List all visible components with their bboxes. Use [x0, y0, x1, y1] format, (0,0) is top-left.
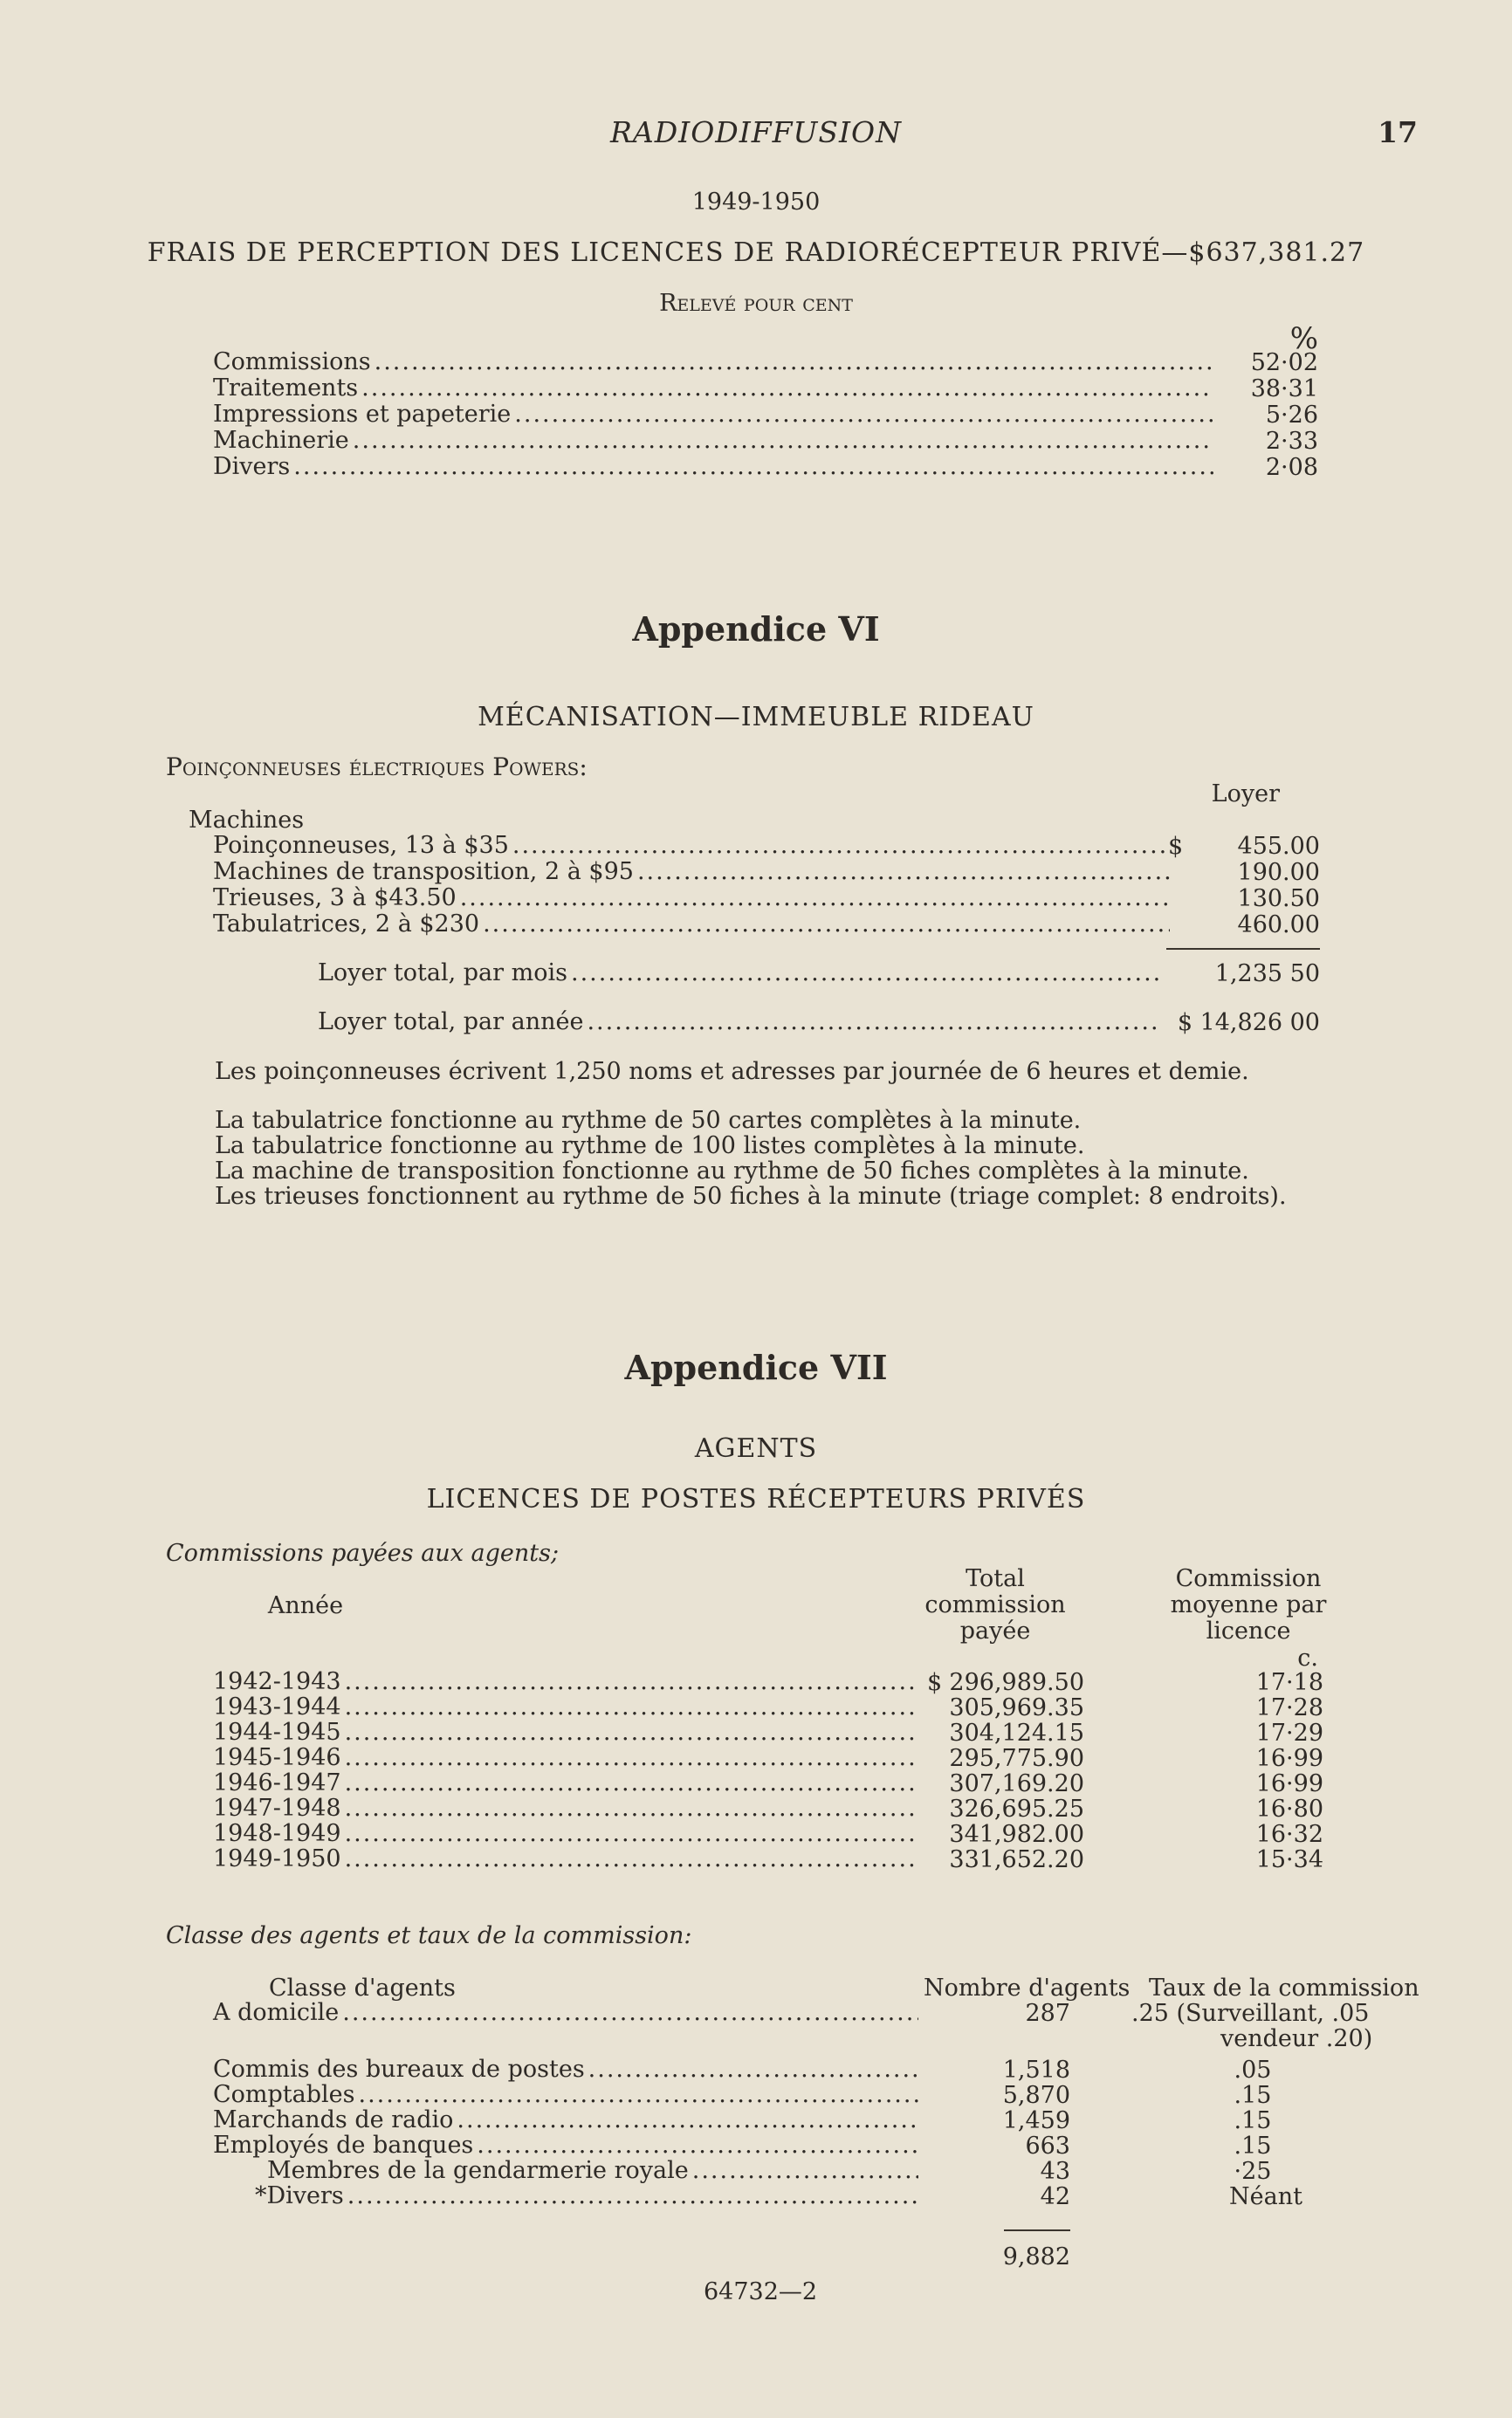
table-row: 1942-1943 .....	[213, 1669, 922, 1695]
total-month-value: 1,235 50	[1214, 960, 1320, 987]
table-row: Membres de la gendarmerie royale .....	[267, 2158, 922, 2184]
table-cell: 341,982.00	[949, 1821, 1084, 1848]
table-row: Machines de transposition, 2 à $95 .....	[213, 859, 1173, 885]
sum-rule	[1166, 948, 1320, 950]
list-item-value: 5·26	[1265, 402, 1318, 429]
currency-sign: $	[927, 1669, 943, 1696]
list-item-value: 38·31	[1250, 375, 1318, 402]
table-cell: 17·18	[1255, 1669, 1323, 1696]
table-cell: Néant	[1229, 2183, 1302, 2210]
table-cell: 17·29	[1255, 1720, 1323, 1747]
table-cell: .15	[1234, 2133, 1272, 2160]
table-row: 1947-1948 .....	[213, 1796, 922, 1822]
table-cell: 331,652.20	[949, 1846, 1084, 1873]
column-header-total: Total commission payée	[924, 1565, 1066, 1645]
table-row: 1944-1945 .....	[213, 1720, 922, 1746]
list-item: Divers .....	[213, 454, 1217, 480]
table-row: Trieuses, 3 à $43.50 .....	[213, 885, 1173, 911]
note-text: La machine de transposition fonctionne au rythme de 50 fiches complètes à la minute.	[215, 1157, 1249, 1185]
table-cell: .15	[1234, 2082, 1272, 2109]
table-cell: .15	[1234, 2107, 1272, 2134]
table-cell: 663	[1025, 2133, 1070, 2160]
table-row: Marchands de radio .....	[213, 2107, 922, 2133]
table-cell: 16·99	[1255, 1745, 1323, 1772]
commissions-label: Commissions payées aux agents;	[166, 1540, 560, 1567]
list-item: Commissions .....	[213, 349, 1217, 375]
table-row: A domicile .....	[213, 2000, 922, 2026]
table-row: 1945-1946 .....	[213, 1745, 922, 1771]
table-row: 1948-1949 .....	[213, 1821, 922, 1847]
list-item-value: 2·08	[1265, 454, 1318, 481]
table-cell: 17·28	[1255, 1694, 1323, 1721]
table-row: Employés de banques .....	[213, 2133, 922, 2159]
note-text: La tabulatrice fonctionne au rythme de 50 cartes complètes à la minute.	[215, 1107, 1082, 1134]
total-year-value: $ 14,826 00	[1177, 1009, 1320, 1036]
table-cell: 130.50	[1237, 885, 1320, 912]
column-header-count: Nombre d'agents	[924, 1975, 1131, 2002]
table-cell: 5,870	[1002, 2082, 1070, 2109]
table-cell: 16·32	[1255, 1821, 1323, 1848]
sum-rule	[1004, 2229, 1070, 2231]
appendix-heading: Appendice VI	[632, 609, 880, 649]
table-cell: 460.00	[1237, 911, 1320, 938]
note-text: La tabulatrice fonctionne au rythme de 100 listes complètes à la minute.	[215, 1132, 1085, 1159]
table-row: 1943-1944 .....	[213, 1694, 922, 1721]
table-cell: .25 (Surveillant, .05	[1131, 2000, 1370, 2027]
footer-code: 64732—2	[704, 2278, 818, 2305]
table-cell: 455.00	[1237, 833, 1320, 860]
table-cell: 305,969.35	[949, 1694, 1084, 1721]
appendix-title: AGENTS	[694, 1433, 818, 1464]
appendix-title: MÉCANISATION—IMMEUBLE RIDEAU	[478, 702, 1034, 732]
table-row: Commis des bureaux de postes .....	[213, 2057, 922, 2083]
list-item: Impressions et papeterie .....	[213, 402, 1217, 428]
table-row: 1949-1950 .....	[213, 1846, 922, 1872]
subgroup-label: Machines	[189, 807, 305, 834]
total-row: Loyer total, par année .....	[318, 1009, 1165, 1035]
table-cell: 16·80	[1255, 1796, 1323, 1823]
table-cell: 43	[1040, 2158, 1070, 2185]
total-count: 9,882	[1002, 2243, 1070, 2270]
table-cell: 296,989.50	[949, 1669, 1084, 1696]
column-header-rate: Taux de la commission	[1149, 1975, 1419, 2002]
avg-unit: c.	[1297, 1645, 1318, 1672]
list-item: Traitements .....	[213, 375, 1217, 402]
column-header-avg: Commission moyenne par licence	[1170, 1565, 1327, 1645]
table-cell: .05	[1234, 2057, 1272, 2084]
table-cell: 42	[1040, 2183, 1070, 2210]
table-row: *Divers .....	[255, 2183, 922, 2209]
page-number: 17	[1378, 115, 1418, 149]
table-cell: 15·34	[1255, 1846, 1323, 1873]
table-cell: 287	[1025, 2000, 1070, 2027]
table-cell: 1,518	[1002, 2057, 1070, 2084]
table-cell: 304,124.15	[949, 1720, 1084, 1747]
note-text: Les trieuses fonctionnent au rythme de 50 fiches à la minute (triage complet: 8 endroits).	[215, 1183, 1287, 1210]
currency-sign: $	[1168, 833, 1184, 860]
table-cell: 1,459	[1002, 2107, 1070, 2134]
table-cell: 326,695.25	[949, 1796, 1084, 1823]
appendix-heading: Appendice VII	[624, 1348, 888, 1387]
section-subtitle: Relevé pour cent	[659, 290, 853, 317]
table-row: Comptables .....	[213, 2082, 922, 2108]
column-header: Loyer	[1211, 780, 1280, 807]
table-row: 1946-1947 .....	[213, 1770, 922, 1796]
table-cell: ·25	[1234, 2158, 1272, 2185]
table-cell: 295,775.90	[949, 1745, 1084, 1772]
appendix-subtitle: LICENCES DE POSTES RÉCEPTEURS PRIVÉS	[426, 1484, 1086, 1515]
table-row: Poinçonneuses, 13 à $35 .....	[213, 833, 1173, 859]
column-header-class: Classe d'agents	[269, 1975, 456, 2002]
list-item: Machinerie .....	[213, 428, 1217, 454]
list-item-value: 2·33	[1265, 428, 1318, 455]
table-row: Tabulatrices, 2 à $230 .....	[213, 911, 1173, 938]
list-item-value: 52·02	[1250, 349, 1318, 376]
section-title: FRAIS DE PERCEPTION DES LICENCES DE RADIORÉCEPTEUR PRIVÉ—$637,381.27	[147, 237, 1365, 268]
year-heading: 1949-1950	[691, 189, 821, 216]
class-section-label: Classe des agents et taux de la commission:	[166, 1922, 692, 1949]
running-title: RADIODIFFUSION	[610, 115, 902, 149]
group-label: Poinçonneuses électriques Powers:	[166, 752, 588, 781]
table-cell: vendeur .20)	[1220, 2025, 1373, 2052]
percent-unit: %	[1289, 321, 1318, 356]
table-cell: 307,169.20	[949, 1770, 1084, 1797]
note-text: Les poinçonneuses écrivent 1,250 noms et adresses par journée de 6 heures et demie.	[215, 1058, 1249, 1085]
table-cell: 190.00	[1237, 859, 1320, 886]
column-header-year: Année	[267, 1592, 344, 1619]
table-cell: 16·99	[1255, 1770, 1323, 1797]
total-row: Loyer total, par mois .....	[318, 960, 1165, 986]
